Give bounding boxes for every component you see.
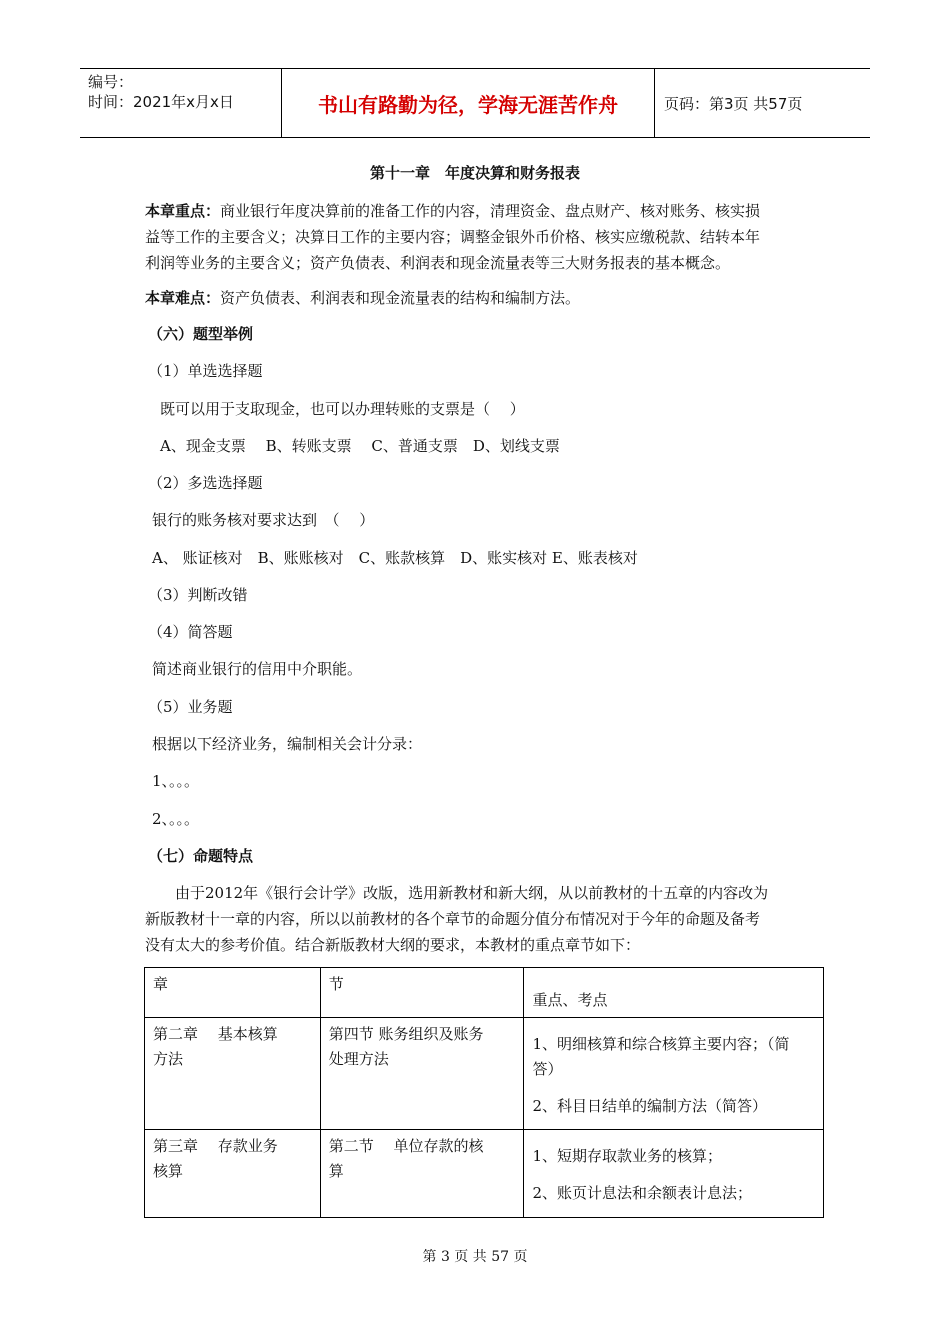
features-heading: （七）命题特点	[148, 847, 254, 865]
chapter-focus	[145, 198, 815, 276]
section-cell	[320, 1130, 524, 1218]
features-line-3: 没有太大的参考价值。结合新版教材大纲的要求，本教材的重点章节如下：	[145, 936, 641, 954]
section-text: 算	[328, 1162, 344, 1180]
section-text: 处理方法	[328, 1050, 389, 1068]
chapter-cell	[145, 1018, 321, 1130]
table-row	[145, 1130, 824, 1218]
business-heading: （5）业务题	[148, 698, 233, 716]
multi-choice-heading: （2）多选选择题	[148, 474, 263, 492]
business-item-1: 1、。。。	[152, 772, 200, 790]
point-text: 1、明细核算和综合核算主要内容；（简	[532, 1035, 790, 1053]
page-header	[80, 68, 870, 138]
point-text: 2、科目日结单的编制方法（简答）	[532, 1097, 767, 1115]
page-footer: 第 3 页 共 57 页	[422, 1249, 528, 1265]
key-chapters-table	[144, 967, 824, 1218]
business-item-2: 2、。。。	[152, 810, 200, 828]
chapter-title: 第十一章 年度决算和财务报表	[369, 164, 580, 182]
header-motto: 书山有路勤为径，学海无涯苦作舟	[281, 69, 655, 137]
focus-label: 本章重点：	[145, 202, 221, 220]
header-meta	[80, 69, 280, 137]
examples-heading: （六）题型举例	[148, 325, 254, 343]
chapter-cell	[145, 1130, 321, 1218]
header-page-info: 页码：第3页 共57页	[664, 95, 803, 113]
points-cell	[524, 1018, 824, 1130]
point-text: 答）	[532, 1060, 563, 1078]
table-row	[145, 1018, 824, 1130]
focus-line-2: 益等工作的主要含义；决算日工作的主要内容；调整金银外币价格、核实应缴税款、结转本年	[145, 228, 761, 246]
multi-choice-options: A、 账证核对 B、账账核对 C、账款核算 D、账实核对 E、账表核对	[152, 549, 638, 567]
section-cell	[320, 1018, 524, 1130]
chapter-difficulty	[145, 285, 815, 311]
table-header-row	[145, 968, 824, 1018]
section-text: 第四节 账务组织及账务	[328, 1025, 484, 1043]
section-text: 第二节 单位存款的核	[328, 1137, 484, 1155]
point-text: 1、短期存取款业务的核算；	[532, 1147, 722, 1165]
single-choice-heading: （1）单选选择题	[148, 362, 263, 380]
short-answer-heading: （4）简答题	[148, 623, 233, 641]
point-text: 2、账页计息法和余额表计息法；	[532, 1184, 752, 1202]
short-answer-question: 简述商业银行的信用中介职能。	[152, 660, 363, 678]
chapter-text: 方法	[153, 1050, 184, 1068]
points-cell	[524, 1130, 824, 1218]
features-line-2: 新版教材十一章的内容，所以以前教材的各个章节的命题分值分布情况对于今年的命题及备考	[145, 910, 761, 928]
header-section: 节	[320, 968, 524, 1018]
focus-line-1: 商业银行年度决算前的准备工作的内容，清理资金、盘点财产、核对账务、核实损	[220, 202, 761, 220]
chapter-text: 核算	[153, 1162, 184, 1180]
chapter-text: 第三章 存款业务	[153, 1137, 278, 1155]
chapter-text: 第二章 基本核算	[153, 1025, 278, 1043]
multi-choice-question: 银行的账务核对要求达到 （ ）	[152, 511, 375, 529]
focus-line-3: 利润等业务的主要含义；资产负债表、利润表和现金流量表等三大财务报表的基本概念。	[145, 254, 731, 272]
single-choice-options: A、现金支票 B、转账支票 C、普通支票 D、划线支票	[160, 437, 560, 455]
header-chapter: 章	[145, 968, 321, 1018]
features-paragraph	[145, 880, 815, 958]
header-points: 重点、考点	[524, 968, 824, 1018]
business-question: 根据以下经济业务，编制相关会计分录：	[152, 735, 423, 753]
single-choice-question: 既可以用于支取现金，也可以办理转账的支票是（ ）	[160, 400, 525, 418]
number-label: 编号：	[88, 73, 134, 91]
judge-heading: （3）判断改错	[148, 586, 248, 604]
time-label: 时间：2021年x月x日	[88, 93, 234, 111]
features-line-1: 由于2012年《银行会计学》改版，选用新教材和新大纲，从以前教材的十五章的内容改为	[175, 884, 769, 902]
difficulty-text: 资产负债表、利润表和现金流量表的结构和编制方法。	[220, 289, 581, 307]
difficulty-label: 本章难点：	[145, 289, 221, 307]
